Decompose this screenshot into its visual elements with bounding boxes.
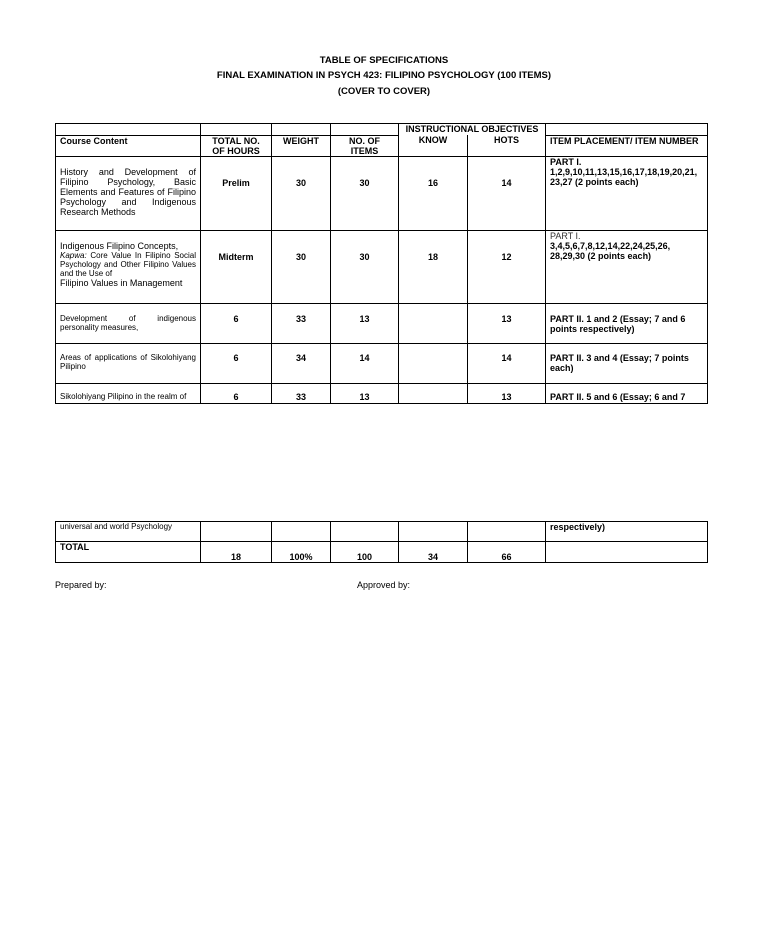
placement-cell: PART II. 1 and 2 (Essay; 7 and 6 points respectively) [546,303,708,343]
placement-items: 1,2,9,10,11,13,15,16,17,18,19,20,21, 23,27 (2 points each) [550,166,698,187]
table-row [56,156,708,230]
placement-cell: respectively) [546,522,708,542]
know-cell [399,343,468,383]
hots-header: HOTS [468,135,546,156]
weight-cell: 33 [272,383,331,403]
content-text: Core Value In Filipino Social Psychology and Other Filipino Values and the Use of [60,250,196,278]
placement-items: 3,4,5,6,7,8,12,14,22,24,25,26, 28,29,30 (2 points each) [550,240,671,261]
total-know: 34 [399,542,468,563]
hots-cell: 14 [468,343,546,383]
know-header: KNOW [399,135,468,156]
placement-header: ITEM PLACEMENT/ ITEM NUMBER [546,135,708,156]
course-content-cell: Areas of applications of Sikolohiyang Pilipino [56,343,201,383]
course-content-cell: Sikolohiyang Pilipino in the realm of [56,383,201,403]
hours-cell: 6 [201,303,272,343]
document-subtitle: FINAL EXAMINATION IN PSYCH 423: FILIPINO PSYCHOLOGY (100 ITEMS) [216,70,552,81]
approved-by-label: Approved by: [357,580,411,590]
know-cell: 16 [399,156,468,230]
hours-header: TOTAL NO. OF HOURS [201,135,272,156]
hours-cell: 6 [201,343,272,383]
weight-header: WEIGHT [272,135,331,156]
placement-cell [546,156,708,230]
placement-cell: PART II. 3 and 4 (Essay; 7 points each) [546,343,708,383]
items-cell: 14 [331,343,399,383]
placement-part: PART I. [550,230,581,241]
table-row [56,383,708,403]
items-header: NO. OF ITEMS [331,135,399,156]
table-row [56,303,708,343]
kapwa-term: Kapwa: [60,250,87,260]
know-cell: 18 [399,230,468,303]
know-cell [399,303,468,343]
hours-cell: Prelim [201,156,272,230]
instructional-objectives-header: INSTRUCTIONAL OBJECTIVES [399,124,546,136]
weight-cell: 34 [272,343,331,383]
total-hours: 18 [201,542,272,563]
prepared-by-label: Prepared by: [55,580,107,590]
table-row [56,522,708,542]
weight-cell: 30 [272,156,331,230]
course-content-cell: History and Development of Filipino Psychology, Basic Elements and Features of Filipino Psychology and Indigenous Research Methods [56,156,201,230]
items-cell: 30 [331,230,399,303]
table-group-header-row [56,124,708,136]
hots-cell: 13 [468,383,546,403]
course-content-cell [56,230,201,303]
placement-cell: PART II. 5 and 6 (Essay; 6 and 7 [546,383,708,403]
course-content-cell: Development of indigenous personality measures, [56,303,201,343]
total-weight: 100% [272,542,331,563]
total-label: TOTAL [56,542,201,563]
hots-cell: 14 [468,156,546,230]
placement-part: PART I. [550,156,582,167]
total-row [56,542,708,563]
content-line: Filipino Values in Management [60,277,183,288]
total-items: 100 [331,542,399,563]
table-row [56,343,708,383]
specifications-table-continued [55,521,708,563]
weight-cell: 33 [272,303,331,343]
items-cell: 30 [331,156,399,230]
items-cell: 13 [331,303,399,343]
course-content-cell: universal and world Psychology [56,522,201,542]
content-line-small [60,251,196,278]
table-header-row [56,135,708,156]
total-hots: 66 [468,542,546,563]
hots-cell: 13 [468,303,546,343]
know-cell [399,383,468,403]
hours-cell: 6 [201,383,272,403]
items-cell: 13 [331,383,399,403]
document-scope: (COVER TO COVER) [337,86,431,97]
document-title: TABLE OF SPECIFICATIONS [319,55,449,66]
course-content-header: Course Content [56,135,201,156]
weight-cell: 30 [272,230,331,303]
specifications-table [55,123,708,404]
placement-cell [546,230,708,303]
hours-cell: Midterm [201,230,272,303]
content-line: Indigenous Filipino Concepts, [60,240,179,251]
table-row [56,230,708,303]
hots-cell: 12 [468,230,546,303]
